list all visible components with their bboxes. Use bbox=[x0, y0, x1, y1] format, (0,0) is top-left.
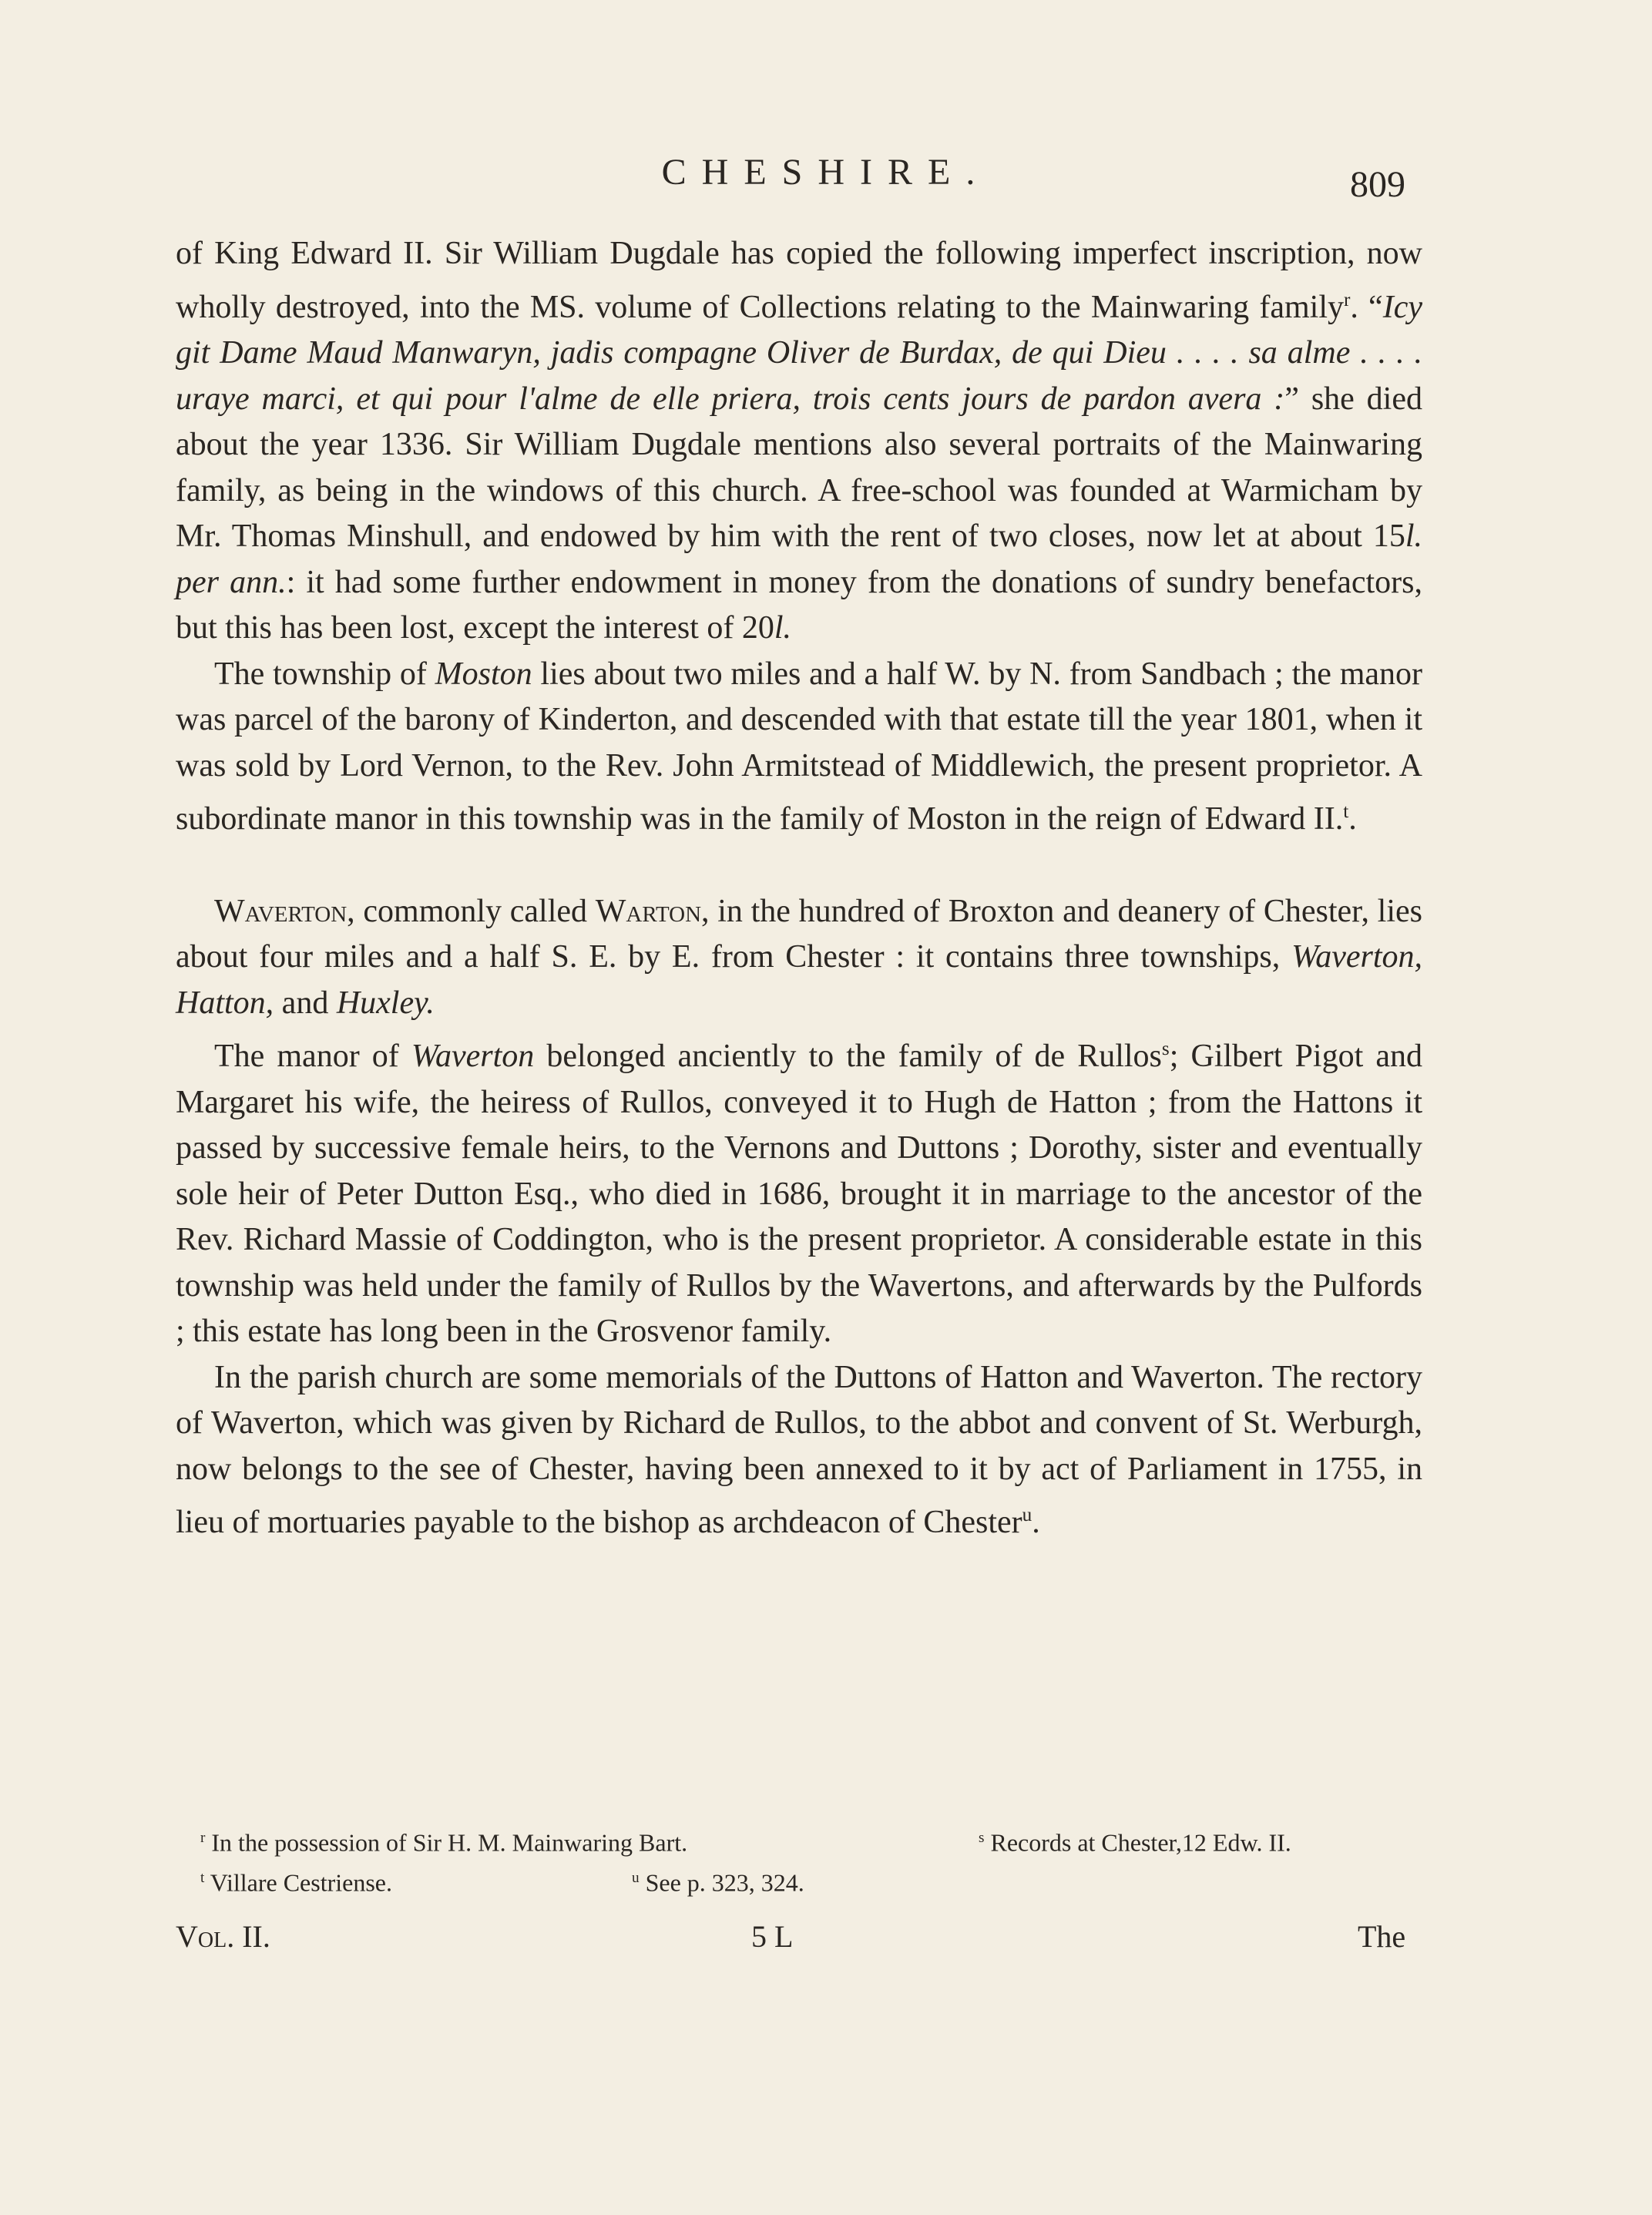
running-title: CHESHIRE. bbox=[661, 152, 991, 193]
footnote-row bbox=[200, 1818, 1425, 1858]
footnote-r bbox=[200, 1818, 687, 1863]
footnote-text: Villare Cestriense. bbox=[210, 1868, 392, 1897]
text-span: . “ bbox=[1350, 289, 1383, 325]
footnote-ref-u: u bbox=[1022, 1505, 1032, 1525]
text-span: ; Gilbert Pigot and Margaret his wife, the heiress of Rullos, conveyed it to Hugh de Hatton ; from the Hattons it passed by successive female heirs, to the Vernons and Duttons ; Dorothy, sister and eventually sole heir of Peter Dutton Esq., who died in 1686, brought it in marriage to the ancestor of the Rev. Richard Massie of Coddington, who is the present proprietor. A considerable estate in this township was held under the family of Rullos by the Wavertons, and afterwards by the Pulfords ; this estate has long been in the Grosvenor family. bbox=[176, 1039, 1422, 1349]
text-span: ” she died about the year 1336. Sir William Dugdale mentions also several portraits of the Mainwaring family, as being in the windows of this church. A free-school was founded at Warmicham by Mr. Thomas Minshull, and endowed by him with the rent of two closes, now let at about 15 bbox=[176, 381, 1422, 554]
italic-span: l. bbox=[1405, 519, 1422, 554]
footnote-text: In the possession of Sir H. M. Mainwaring Bart. bbox=[211, 1828, 688, 1857]
footnote-mark: t bbox=[200, 1870, 205, 1886]
smallcaps-span: Warton, bbox=[595, 893, 710, 929]
text-span: belonged anciently to the family of de Rullos bbox=[534, 1039, 1162, 1074]
italic-span: Waverton bbox=[411, 1039, 535, 1074]
footnote-mark: u bbox=[632, 1870, 640, 1886]
footnote-text: Records at Chester,12 Edw. II. bbox=[990, 1828, 1291, 1857]
paragraph-moston bbox=[176, 652, 1422, 843]
smallcaps-span: Waverton, bbox=[214, 893, 355, 929]
catchword: The bbox=[1358, 1919, 1406, 1954]
footnote-s bbox=[979, 1818, 1291, 1863]
italic-span: Huxley. bbox=[336, 985, 435, 1021]
footnote-ref-t: t bbox=[1343, 801, 1349, 822]
footnote-u bbox=[632, 1858, 804, 1903]
signature-mark: 5 L bbox=[751, 1919, 794, 1954]
text-span: . bbox=[1032, 1505, 1040, 1540]
paragraph-parish-church bbox=[176, 1355, 1422, 1546]
paragraph-mainwaring-inscription bbox=[176, 231, 1422, 652]
footnote-mark: s bbox=[979, 1830, 985, 1846]
footnote-ref-s: s bbox=[1161, 1039, 1170, 1059]
main-text bbox=[176, 231, 1422, 1546]
footnote-mark: r bbox=[200, 1830, 206, 1846]
paragraph-waverton-manor bbox=[176, 1026, 1422, 1355]
text-span: : it had some further endowment in money from the donations of sundry benefactors, but this has been lost, except the interest of 20 bbox=[176, 564, 1422, 646]
footnote-ref-r: r bbox=[1343, 289, 1351, 310]
italic-span: l. bbox=[774, 610, 791, 646]
text-span: lies about two miles and a half W. by N. from Sandbach ; the manor was parcel of the barony of Kinderton, and descended with that estate till the year 1801, when it was sold by Lord Vernon, to the Rev. John Armitstead of Middlewich, the present proprietor. A subordinate manor in this township was in the family of Moston in the reign of Edward II. bbox=[176, 656, 1422, 837]
text-span: of King Edward II. Sir William Dugdale has copied the following imperfect inscription, now wholly destroyed, into the MS. volume of Collections relating to the Mainwaring family bbox=[176, 236, 1422, 325]
text-span: The manor of bbox=[214, 1039, 411, 1074]
italic-span: per ann. bbox=[176, 564, 287, 600]
page-number: 809 bbox=[1350, 164, 1405, 205]
volume-label: Vol. II. bbox=[176, 1919, 270, 1954]
footnote-row bbox=[200, 1858, 1425, 1898]
text-span: . bbox=[1348, 801, 1357, 837]
section-gap bbox=[176, 843, 1422, 889]
inscription-quote: Icy git Dame Maud Manwaryn, jadis compagne Oliver de Burdax, de qui Dieu . . . . sa alme . . . . uraye marci, et qui pour l'alme de elle priera, trois cents jours de pardon avera : bbox=[176, 289, 1422, 417]
footnote-t bbox=[200, 1858, 392, 1903]
paragraph-waverton bbox=[176, 889, 1422, 1027]
text-span: in the hundred of Broxton and deanery of Chester, lies about four miles and a half S. E. by E. from Chester : it contains three townships, bbox=[176, 893, 1422, 975]
footnote-text: See p. 323, 324. bbox=[645, 1868, 804, 1897]
text-span: The township of bbox=[214, 656, 435, 692]
text-span: commonly called bbox=[354, 893, 596, 929]
text-span: and bbox=[274, 985, 337, 1021]
page-footer bbox=[0, 1918, 1652, 1965]
italic-span: Moston bbox=[435, 656, 532, 692]
footnotes bbox=[200, 1818, 1425, 1898]
text-span: In the parish church are some memorials of the Duttons of Hatton and Waverton. The rectory of Waverton, which was given by Richard de Rullos, to the abbot and convent of St. Werburgh, now belongs to the see of Chester, having been annexed to it by act of Parliament in 1755, in lieu of mortuaries payable to the bishop as archdeacon of Chester bbox=[176, 1359, 1422, 1540]
italic-span: Waverton, Hatton, bbox=[176, 939, 1422, 1021]
